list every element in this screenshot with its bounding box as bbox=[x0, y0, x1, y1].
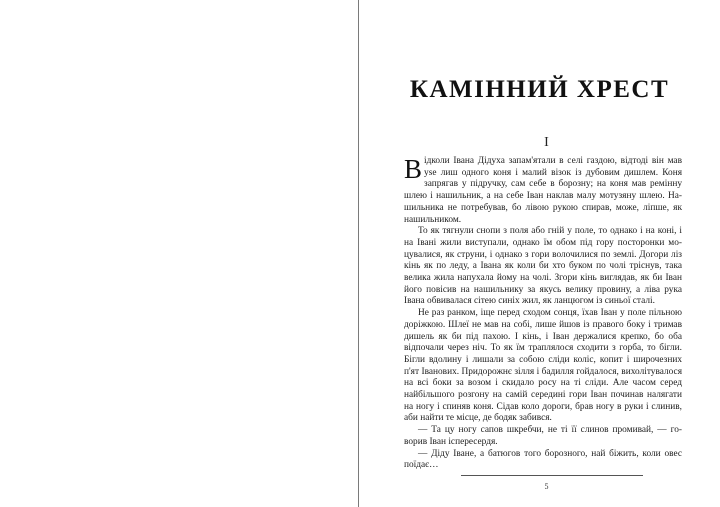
chapter-title: КАМІННИЙ ХРЕСТ bbox=[409, 76, 670, 103]
page-number: 5 bbox=[544, 482, 549, 491]
paragraph-2: То як тягнули снопи з поля або гній у поле, то однако і на коні, і на Івані жили виступали, однако їм обом під гору посторонки моцувалися, як струни, і однако з гори волочилися по землі. Догори ліз кінь як по леду, а Івана як коли би хто буком по чолі тріснув, така велика жила напухала йому на чолі. Згори кінь виглядав, як би Іван його повісив на нашильнику за якусь велику провину, а ліва рука Івана обвивалася сітею синіх жил, як ланцюгом із синьої сталі. bbox=[404, 226, 682, 307]
footer-rule bbox=[461, 475, 643, 476]
paragraph-4: — Та цу ногу сапов шкребчи, не ті її слинов промивай, — говорив Іван іспересердя. bbox=[404, 425, 682, 447]
left-page-blank bbox=[0, 0, 358, 507]
paragraph-5: — Діду Іване, а батюгов того борозного, най біжить, коли овес поїдає… bbox=[404, 448, 682, 471]
body-text bbox=[404, 156, 682, 472]
paragraph-3: Не раз ранком, іще перед сходом сонця, їхав Іван у поле пільною доріжкою. Шлеї не мав на собі, лише йшов із правого боку і тримав дишель як би під пахою. І кінь, і Іван держалися крепко, бо оба відпочали через ніч. То як їм траплялося сходити з горба, то бігли. Бігли вдолину і лишали за собою сліди коліс, копит і широчезних п'ят Іванових. Придорожнє зілля і бадилля гойдалося, вихолітувалося на всі боки за возом і скидало росу на ті сліди. Але часом серед найбільшого розгону на самій середині гори Іван починав налягати на ногу і спиняв коня. Сідав коло дороги, брав ногу в руки і слинив, аби найти те місце, де бодяк забився. bbox=[404, 308, 682, 424]
chapter-number: I bbox=[544, 135, 549, 150]
right-page bbox=[359, 0, 720, 507]
paragraph-1-text: ідколи Івана Дідуха запам'ятали в селі газдою, відтоді він мав уse лиш одного коня і малий візок із дубовим дишлем. Коня запрягав у підручку, сам себе в борозну; на коня мав ремінну шлею і нашильник, а на себе Іван наклав малу мотузяну шлею. Нашильника не потребував, бо лівою рукою спирав, може, ліпше, як нашильником. bbox=[404, 156, 682, 225]
paragraph-1 bbox=[404, 156, 682, 226]
drop-cap: В bbox=[404, 154, 423, 184]
